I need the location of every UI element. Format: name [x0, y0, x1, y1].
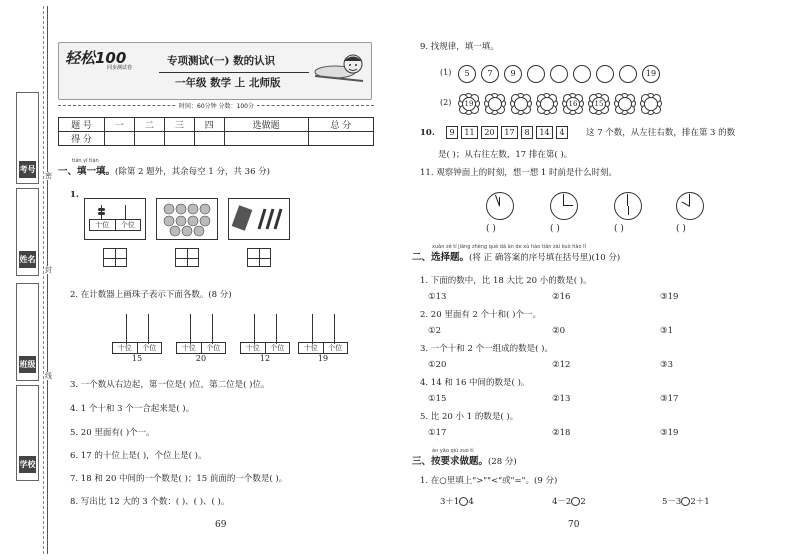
score-input-cell[interactable] — [224, 132, 308, 146]
q10-number-box: 9 — [446, 126, 458, 139]
q1-number: 1. — [70, 190, 79, 200]
choice-option[interactable]: ②18 — [552, 428, 571, 438]
pattern-flower: 16 — [562, 93, 584, 115]
pattern-circle[interactable] — [573, 65, 591, 83]
section1-pinyin: tián yī tián — [72, 158, 99, 164]
score-table-score-row — [59, 132, 374, 146]
answer-grid[interactable] — [247, 248, 271, 267]
compare-item — [440, 497, 474, 508]
pattern-circle[interactable] — [596, 65, 614, 83]
abacus-picture — [84, 198, 146, 240]
section2-heading — [412, 252, 620, 264]
brand-logo-subtitle: 同步测试卷 — [107, 65, 133, 71]
choice-question: 1. 下面的数中，比 18 大比 20 小的数是( )。 — [420, 276, 592, 286]
name-label: 姓名 — [19, 251, 36, 268]
ones-place-label: 个位 — [120, 221, 135, 229]
answer-grid[interactable] — [175, 248, 199, 267]
score-input-cell[interactable] — [308, 132, 373, 146]
choice-option[interactable]: ②13 — [552, 394, 571, 404]
question-9: 9. 找规律，填一填。 — [420, 42, 499, 52]
question-8: 8. 写出比 12 大的 3 个数：( )、( )、( )。 — [70, 497, 230, 507]
test-title: 专项测试(一) 数的认识 — [167, 55, 276, 67]
pattern-flower: 15 — [588, 93, 610, 115]
choice-option[interactable]: ②0 — [552, 326, 566, 336]
abacus-15[interactable] — [112, 314, 162, 364]
choice-option[interactable]: ①13 — [428, 292, 447, 302]
seal-char: 封 — [45, 266, 52, 274]
pattern-flower[interactable] — [510, 93, 532, 115]
compare-right: 4 — [468, 497, 474, 507]
choice-option[interactable]: ③17 — [660, 394, 679, 404]
q10-text-line2: 是( )；从右往左数，17 排在第( )。 — [438, 150, 573, 160]
choice-option[interactable]: ①20 — [428, 360, 447, 370]
score-input-cell[interactable] — [194, 132, 224, 146]
q10-number-box: 14 — [536, 126, 553, 139]
choice-option[interactable]: ①2 — [428, 326, 442, 336]
pattern-circle: 19 — [642, 65, 660, 83]
compare-right: 2 — [580, 497, 586, 507]
compare-circle[interactable] — [571, 497, 580, 506]
pattern-circle: 5 — [458, 65, 476, 83]
score-table-cell: 二 — [134, 118, 164, 132]
choice-option[interactable]: ①15 — [428, 394, 447, 404]
pattern-circle[interactable] — [550, 65, 568, 83]
abacus-number: 20 — [195, 354, 207, 363]
question-5: 5. 20 里面有( )个一。 — [70, 428, 155, 438]
section3-heading — [412, 456, 517, 468]
compare-circle[interactable] — [459, 497, 468, 506]
section3-note: (28 分) — [488, 457, 517, 467]
clock-answer[interactable]: ( ) — [550, 224, 560, 234]
question-6: 6. 17 的十位上是( )，个位上是( )。 — [70, 451, 207, 461]
compare-item — [662, 497, 710, 508]
q10-number-box: 4 — [556, 126, 568, 139]
choice-option[interactable]: ①17 — [428, 428, 447, 438]
flowers-picture — [156, 198, 218, 240]
seal-dashed-line — [43, 6, 44, 554]
section3-pinyin: àn yāo qiú zuò tí — [432, 448, 474, 454]
pattern-circle[interactable] — [527, 65, 545, 83]
tens-place-label: 十位 — [299, 343, 324, 353]
score-table-cell: 四 — [194, 118, 224, 132]
clock-face-4 — [676, 192, 704, 220]
tens-place-label: 十位 — [241, 343, 266, 353]
score-table-cell: 总 分 — [308, 118, 373, 132]
pattern-circle: 9 — [504, 65, 522, 83]
ones-place-label: 个位 — [142, 344, 157, 352]
exam-number-box — [16, 92, 39, 184]
q10-number-box: 17 — [501, 126, 518, 139]
section3-title: 三、按要求做题。 — [412, 456, 489, 467]
school-box — [16, 385, 39, 481]
ones-place-label: 个位 — [206, 344, 221, 352]
tens-place-label: 十位 — [90, 220, 116, 230]
score-input-cell[interactable] — [164, 132, 194, 146]
class-box — [16, 283, 39, 381]
clock-face-3 — [614, 192, 642, 220]
clock-face-1 — [486, 192, 514, 220]
score-table-cell: 题 号 — [59, 118, 105, 132]
q10-number-box: 20 — [481, 126, 498, 139]
test-header-banner — [58, 42, 372, 100]
section2-pinyin: xuǎn zé tí jiāng zhèng què dá àn de xù hào tián zài kuò hào lǐ — [432, 244, 586, 250]
choice-option[interactable]: ③19 — [660, 292, 679, 302]
choice-option[interactable]: ③3 — [660, 360, 674, 370]
binding-strip — [0, 0, 52, 560]
question-2: 2. 在计数器上画珠子表示下面各数。(8 分) — [70, 290, 232, 300]
score-input-cell[interactable] — [134, 132, 164, 146]
pattern-row2-label: (2) — [440, 98, 452, 107]
ones-place-label: 个位 — [270, 344, 285, 352]
question-7: 7. 18 和 20 中间的一个数是( )；15 前面的一个数是( )。 — [70, 474, 288, 484]
section1-note: (除第 2 题外，其余每空 1 分，共 36 分) — [115, 167, 270, 177]
school-label: 学校 — [19, 456, 36, 473]
compare-left: 4－2 — [552, 497, 572, 507]
compare-circle[interactable] — [681, 497, 690, 506]
abacus-number: 15 — [131, 354, 143, 363]
abacus-19[interactable] — [298, 314, 348, 364]
compare-right: 2＋1 — [690, 497, 710, 507]
pattern-circle[interactable] — [619, 65, 637, 83]
page-number-right: 70 — [568, 520, 580, 530]
section1-heading — [58, 166, 270, 178]
score-input-cell[interactable] — [105, 132, 135, 146]
score-table-cell: 三 — [164, 118, 194, 132]
pattern-flower[interactable] — [640, 93, 662, 115]
seal-char: 密 — [45, 172, 52, 180]
pattern-flower[interactable] — [536, 93, 558, 115]
question-3-1: 1. 在○里填上">""<"或"="。(9 分) — [420, 476, 558, 486]
tens-place-label: 十位 — [113, 343, 138, 353]
binding-line — [47, 6, 48, 554]
page-number-left: 69 — [215, 520, 227, 530]
pattern-flower[interactable] — [484, 93, 506, 115]
seal-char: 线 — [45, 372, 52, 380]
exam-number-label: 考号 — [19, 161, 36, 178]
score-table — [58, 117, 374, 146]
question-11: 11. 观察钟面上的时刻，想一想 1 时前是什么时刻。 — [420, 168, 618, 178]
flower-cluster-icon — [157, 199, 217, 239]
compare-left: 5－3 — [662, 497, 682, 507]
student-cartoon-icon — [313, 49, 371, 89]
choice-question: 2. 20 里面有 2 个十和( )个一。 — [420, 310, 541, 320]
question-3: 3. 一个数从右边起，第一位是( )位，第二位是( )位。 — [70, 380, 270, 390]
score-table-cell: 得 分 — [59, 132, 105, 146]
pattern-row1-label: (1) — [440, 68, 452, 77]
pattern-flower[interactable] — [614, 93, 636, 115]
q10-number: 10. — [420, 128, 435, 138]
ones-place-label: 个位 — [328, 344, 343, 352]
score-table-header-row — [59, 118, 374, 132]
question-4: 4. 1 个十和 3 个一合起来是( )。 — [70, 404, 195, 414]
section2-title: 二、选择题。 — [412, 252, 470, 263]
score-table-cell: 一 — [105, 118, 135, 132]
brand-logo: 轻松100 — [65, 49, 127, 67]
choice-question: 3. 一个十和 2 个一组成的数是( )。 — [420, 344, 553, 354]
tens-place-label: 十位 — [177, 343, 202, 353]
section1-title: 一、填一填。 — [58, 166, 116, 177]
choice-option[interactable]: ③19 — [660, 428, 679, 438]
compare-left: 3＋1 — [440, 497, 460, 507]
section2-note: (将 正 确答案的序号填在括号里)(10 分) — [469, 253, 621, 263]
clock-answer[interactable]: ( ) — [614, 224, 624, 234]
choice-option[interactable]: ③1 — [660, 326, 674, 336]
time-score-info: 时间：60分钟 分数：100分 — [176, 101, 257, 110]
choice-question: 4. 14 和 16 中间的数是( )。 — [420, 378, 530, 388]
grade-subtitle: 一年级 数学 上 北师版 — [175, 77, 281, 89]
clock-answer[interactable]: ( ) — [676, 224, 686, 234]
choice-option[interactable]: ②16 — [552, 292, 571, 302]
clock-face-2 — [550, 192, 578, 220]
sticks-picture — [228, 198, 290, 240]
choice-question: 5. 比 20 小 1 的数是( )。 — [420, 412, 519, 422]
abacus-number: 12 — [259, 354, 271, 363]
q10-text: 这 7 个数，从左往右数，排在第 3 的数 — [586, 128, 736, 138]
score-table-cell: 选做题 — [224, 118, 308, 132]
counting-sticks-icon — [229, 199, 289, 239]
clock-answer[interactable]: ( ) — [486, 224, 496, 234]
name-box — [16, 188, 39, 276]
abacus-number: 19 — [317, 354, 329, 363]
class-label: 班级 — [19, 356, 36, 373]
pattern-circle: 7 — [481, 65, 499, 83]
pattern-flower: 19 — [458, 93, 480, 115]
answer-grid[interactable] — [103, 248, 127, 267]
q10-number-box: 11 — [461, 126, 478, 139]
choice-option[interactable]: ②12 — [552, 360, 571, 370]
abacus-12[interactable] — [240, 314, 290, 364]
compare-item — [552, 497, 586, 508]
abacus-20[interactable] — [176, 314, 226, 364]
q10-number-box: 8 — [521, 126, 533, 139]
